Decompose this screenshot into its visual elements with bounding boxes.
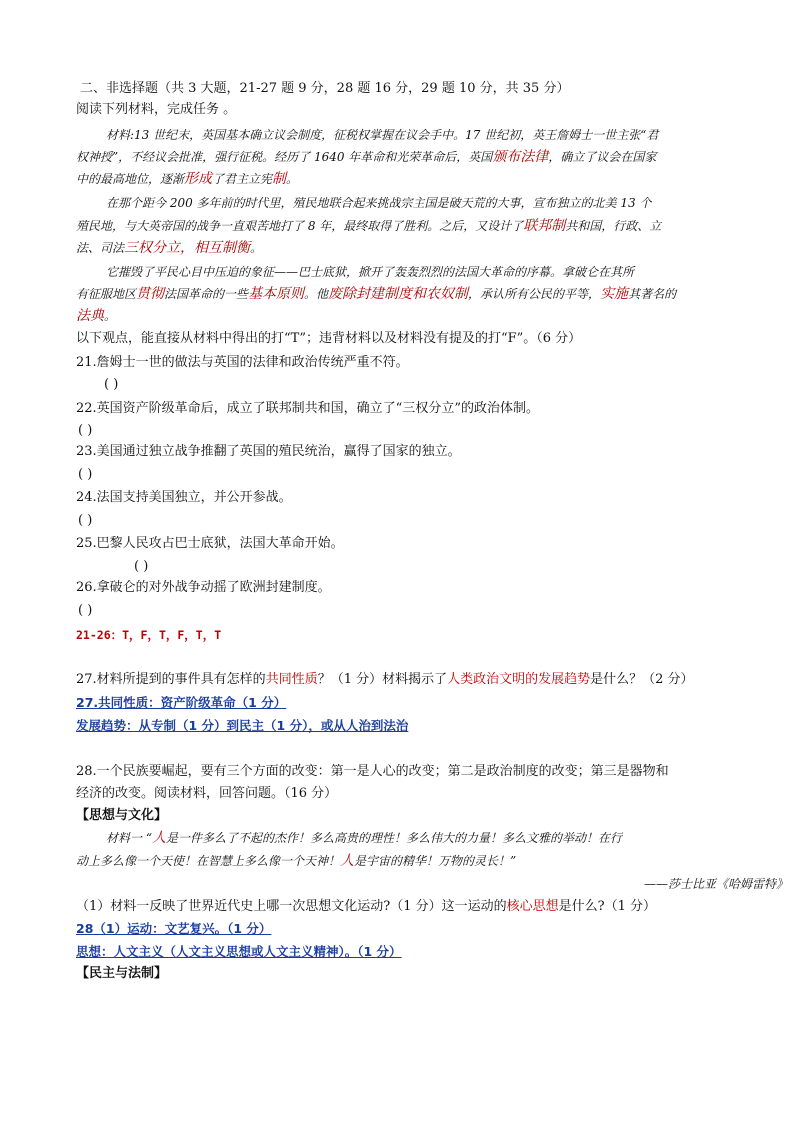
highlight: 人 — [151, 830, 166, 846]
highlight: 废除封建制度和农奴制 — [328, 286, 469, 302]
text: 动上多么像一个天使！在智慧上多么像一个天神！ — [76, 854, 341, 868]
question-22: 22.英国资产阶级革命后，成立了联邦制共和国，确立了“三权分立”的政治体制。 — [76, 401, 539, 416]
text: 。 — [250, 241, 263, 255]
material-p3-line1: 它摧毁了平民心目中压迫的象征——巴士底狱，掀开了轰轰烈烈的法国大革命的序幕。拿破仑在其所 — [106, 265, 635, 279]
material-one-line1 — [106, 830, 622, 847]
highlight: 人类政治文明的发展趋势 — [447, 672, 591, 687]
text: 材料一 “ — [106, 831, 152, 845]
answer-blank-22[interactable]: ( ) — [78, 423, 93, 438]
answer-blank-25[interactable]: ( ) — [134, 559, 149, 574]
instruction: 阅读下列材料，完成任务 。 — [76, 102, 237, 117]
material-p3-line2 — [76, 286, 676, 303]
text: 。 — [286, 172, 299, 186]
text: 是一件多么了不起的杰作！多么高贵的理性！多么伟大的力量！多么文雅的举动！在行 — [165, 831, 622, 845]
material-p1-line2 — [76, 149, 656, 166]
text: 了君主立宪 — [212, 172, 273, 186]
question-28-intro-line1: 28.一个民族要崛起，要有三个方面的改变：第一是人心的改变；第二是政治制度的改变；第三是器物和 — [76, 764, 669, 779]
highlight: 颁布法律 — [492, 149, 549, 165]
highlight: 基本原则 — [248, 286, 305, 302]
text: （1）材料一反映了世界近代史上哪一次思想文化运动?（1 分）这一运动的 — [76, 899, 507, 914]
question-26: 26.拿破仑的对外战争动摇了欧洲封建制度。 — [76, 580, 331, 595]
material-p2-line3 — [76, 240, 262, 257]
text: 27.材料所提到的事件具有怎样的 — [76, 672, 266, 687]
text: ，承认所有公民的平等， — [468, 287, 601, 301]
text: 其著名的 — [628, 287, 677, 301]
text: ，确立了议会在国家 — [548, 150, 657, 164]
section-header: 二、非选择题（共 3 大题，21-27 题 9 分，28 题 16 分，29 题 10 分，共 35 分） — [80, 81, 570, 96]
answer-blank-21[interactable]: ( ) — [104, 377, 119, 392]
highlight: 法典 — [76, 308, 104, 324]
answer-blank-23[interactable]: ( ) — [78, 467, 93, 482]
text: 有征服地区 — [76, 287, 137, 301]
material-source: ——莎士比亚《哈姆雷特》 — [643, 877, 788, 891]
highlight: 贯彻 — [136, 286, 165, 302]
text: 。他 — [304, 287, 329, 301]
material-p2-line2 — [76, 218, 661, 235]
material-p1-line3 — [76, 171, 298, 188]
answer-blank-24[interactable]: ( ) — [78, 513, 93, 528]
text: 共和国，行政、立 — [565, 219, 662, 233]
question-25: 25.巴黎人民攻占巴士底狱，法国大革命开始。 — [76, 536, 344, 551]
question-23: 23.美国通过独立战争推翻了英国的殖民统治，赢得了国家的独立。 — [76, 444, 461, 459]
text: 中的最高地位，逐渐 — [76, 172, 185, 186]
text: ？（1 分）材料揭示了 — [317, 672, 448, 687]
answer-key-21-26: 21-26：T，F，T，F，T，T — [76, 628, 222, 642]
answer-28-1-movement: 28（1）运动：文艺复兴。（1 分） — [76, 921, 272, 936]
material-p2-line1: 在那个距今 200 多年前的时代里，殖民地联合起来挑战宗主国是破天荒的大事，宣布独立的北美 13 个 — [106, 196, 652, 210]
text: 是什么？（2 分） — [590, 672, 694, 687]
question-24: 24.法国支持美国独立，并公开参战。 — [76, 490, 292, 505]
text: 法国革命的一些 — [164, 287, 249, 301]
material-one-line2 — [76, 853, 516, 870]
text: 殖民地，与大英帝国的战争一直艰苦地打了 8 年，最终取得了胜利。之后，又设计了 — [76, 219, 524, 233]
answer-27-trend: 发展趋势：从专制（1 分）到民主（1 分），或从人治到法治 — [76, 718, 409, 733]
highlight: 联邦制 — [523, 218, 566, 234]
text: 权神授”，不经议会批准，强行征税。经历了 1640 年革命和光荣革命后，英国 — [76, 150, 493, 164]
question-21: 21.詹姆士一世的做法与英国的法律和政治传统严重不符。 — [76, 355, 409, 370]
section-heading-thought-culture: 【思想与文化】 — [76, 808, 168, 823]
highlight: 实施 — [600, 286, 629, 302]
text: 是宇宙的精华！万物的灵长！” — [354, 854, 517, 868]
question-27 — [76, 671, 694, 688]
answer-blank-26[interactable]: ( ) — [78, 603, 93, 618]
section-heading-democracy-law: 【民主与法制】 — [76, 966, 168, 981]
tf-instruction: 以下观点，能直接从材料中得出的打“T”；违背材料以及材料没有提及的打“F”。（6 分） — [76, 331, 582, 346]
highlight: 制 — [272, 171, 287, 187]
highlight: 共同性质 — [265, 672, 318, 687]
highlight: 人 — [340, 853, 355, 869]
highlight: 三权分立，相互制衡 — [124, 240, 251, 256]
text: 是什么?（1 分） — [558, 899, 657, 914]
answer-27-nature: 27.共同性质：资产阶级革命（1 分） — [76, 695, 287, 710]
text: 。 — [104, 309, 117, 323]
highlight: 形成 — [184, 171, 213, 187]
material-p3-line3 — [76, 308, 116, 325]
highlight: 核心思想 — [506, 899, 559, 914]
answer-28-1-thought: 思想：人文主义（人文主义思想或人文主义精神）。（1 分） — [76, 944, 402, 959]
text: 法、司法 — [76, 241, 125, 255]
material-p1-line1: 材料:13 世纪末，英国基本确立议会制度，征税权掌握在议会手中。17 世纪初，英王詹姆士一世主张“君 — [106, 128, 659, 142]
question-28-intro-line2: 经济的改变。阅读材料，回答问题。（16 分） — [76, 786, 338, 801]
question-28-sub1 — [76, 898, 656, 915]
